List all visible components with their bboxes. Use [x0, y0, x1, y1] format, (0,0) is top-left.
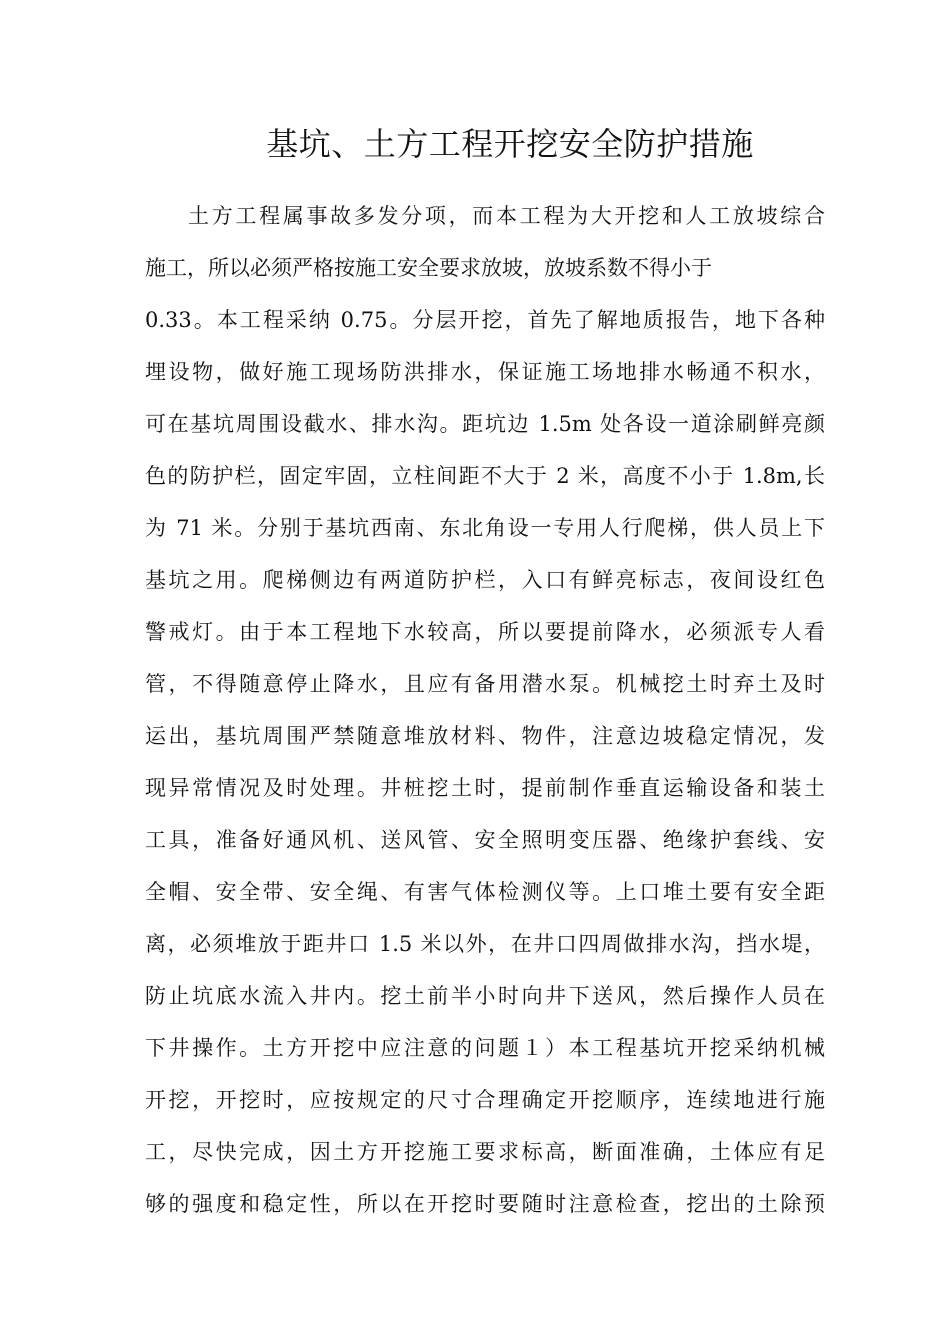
paragraph-line: 现异常情况及时处理。井桩挖土时，提前制作垂直运输设备和装土 [145, 776, 825, 800]
paragraph-line: 土方工程属事故多发分项，而本工程为大开挖和人工放坡综合 [188, 204, 825, 228]
paragraph-line: 离，必须堆放于距井口 1.5 米以外，在井口四周做排水沟，挡水堤， [145, 932, 825, 956]
paragraph-line: 基坑之用。爬梯侧边有两道防护栏，入口有鲜亮标志，夜间设红色 [145, 568, 825, 592]
paragraph-line: 下井操作。土方开挖中应注意的问题１）本工程基坑开挖采纳机械 [145, 1036, 825, 1060]
document-title: 基坑、土方工程开挖安全防护措施 [266, 125, 754, 163]
paragraph-line: 全帽、安全带、安全绳、有害气体检测仪等。上口堆土要有安全距 [145, 880, 825, 904]
paragraph-line: 色的防护栏，固定牢固，立柱间距不大于 2 米，高度不小于 1.8m,长 [145, 464, 825, 488]
paragraph-line: 为 71 米。分别于基坑西南、东北角设一专用人行爬梯，供人员上下 [145, 516, 825, 540]
paragraph-line: 0.33。本工程采纳 0.75。分层开挖，首先了解地质报告，地下各种 [145, 308, 825, 332]
paragraph-line: 管，不得随意停止降水，且应有备用潜水泵。机械挖土时弃土及时 [145, 672, 825, 696]
paragraph-line: 施工，所以必须严格按施工安全要求放坡，放坡系数不得小于 [145, 256, 712, 280]
document-body [145, 200, 825, 1240]
paragraph-line: 可在基坑周围设截水、排水沟。距坑边 1.5m 处各设一道涂刷鲜亮颜 [145, 412, 825, 436]
paragraph-line: 够的强度和稳定性，所以在开挖时要随时注意检查，挖出的土除预 [145, 1192, 825, 1216]
paragraph-line: 防止坑底水流入井内。挖土前半小时向井下送风，然后操作人员在 [145, 984, 825, 1008]
paragraph-line: 工具，准备好通风机、送风管、安全照明变压器、绝缘护套线、安 [145, 828, 825, 852]
paragraph-line: 埋设物，做好施工现场防洪排水，保证施工场地排水畅通不积水， [145, 360, 825, 384]
paragraph-line: 工，尽快完成，因土方开挖施工要求标高，断面准确，土体应有足 [145, 1140, 825, 1164]
paragraph-line: 开挖，开挖时，应按规定的尺寸合理确定开挖顺序，连续地进行施 [145, 1088, 825, 1112]
paragraph-line: 警戒灯。由于本工程地下水较高，所以要提前降水，必须派专人看 [145, 620, 825, 644]
paragraph-line: 运出，基坑周围严禁随意堆放材料、物件，注意边坡稳定情况，发 [145, 724, 825, 748]
